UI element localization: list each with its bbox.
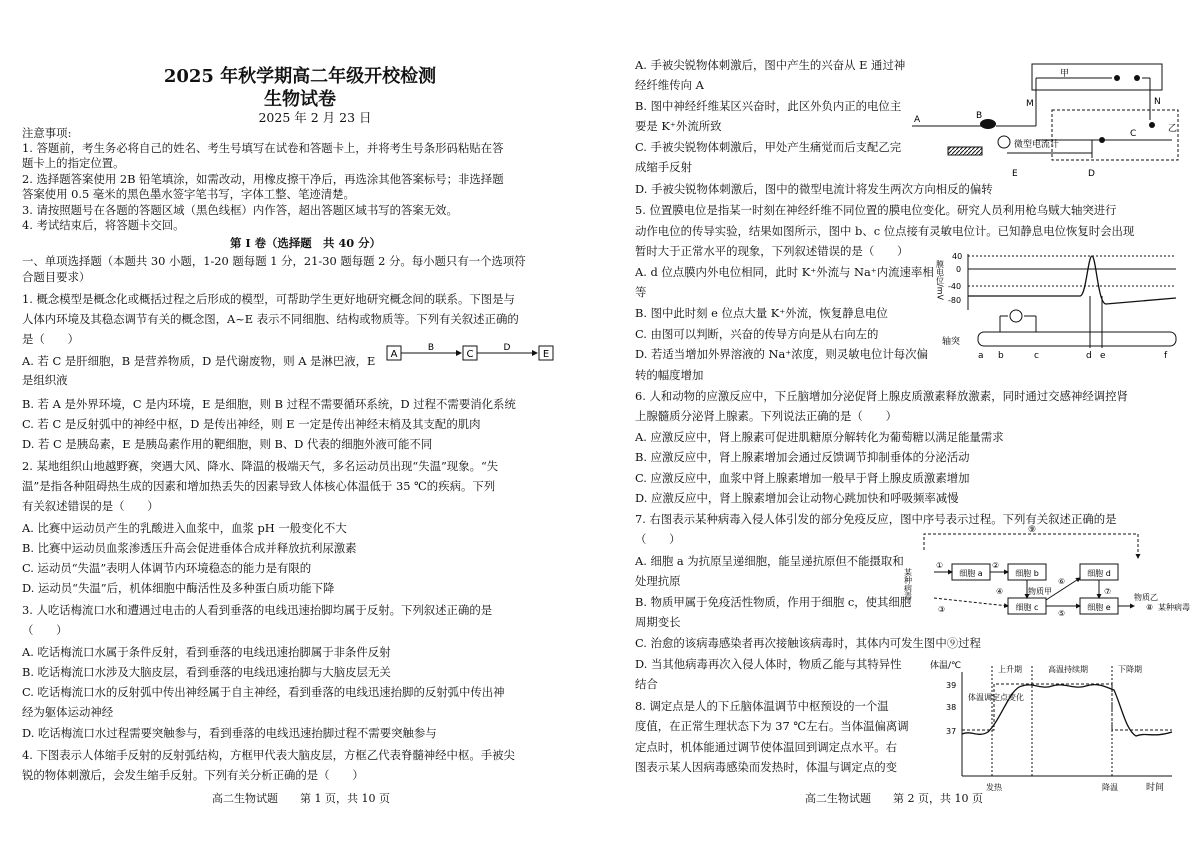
text-line: （ ） [22,623,68,637]
exam-date: 2025 年 2 月 23 日 [258,110,372,125]
cell-c-label: 细胞 c [1015,603,1039,612]
option-a: A. 吃话梅流口水属于条件反射，看到垂落的电线迅速抬脚属于非条件反射 [22,645,391,659]
y-axis-label: 膜电位/mV [935,260,945,300]
option-c: C. 运动员“失温”表明人体调节内环境稳态的能力是有限的 [22,561,312,575]
step-4: ④ [996,587,1004,596]
phase-plateau: 高温持续期 [1048,665,1088,674]
cell-a-label: 细胞 a [959,569,983,578]
x-axis-label: 时间 [1146,783,1165,793]
membrane-potential-figure [935,248,1180,361]
label-m: M [1026,99,1034,109]
y-tick: -80 [948,296,962,305]
text-line: 结合 [635,677,658,691]
text-line: 定点时，机体能通过调节使体温回到调定点水平。右 [635,740,897,754]
node-label: C [466,349,474,360]
text-line: 锐的物体刺激后，会发生缩手反射。下列有关分析正确的是（ ） [22,768,364,782]
option-b: B. 物质甲属于免疫活性物质，作用于细胞 c，使其细胞 [635,595,912,609]
step-8: ⑧ [1146,603,1154,612]
synapse-dot [1149,122,1155,128]
step-2: ② [992,561,1000,570]
label-e: E [1012,169,1018,179]
axon-shape [978,332,1176,346]
text-line: 上腺髓质分泌肾上腺素。下列说法正确的是（ ） [635,409,897,423]
pathway-9 [924,534,1138,558]
cell-b-label: 细胞 b [1015,569,1039,578]
event-cooling: 降温 [1102,783,1118,792]
option-c: C. 由图可以判断，兴奋的传导方向是从右向左的 [635,327,879,341]
text-line: 2. 选择题答案使用 2B 铅笔填涂，如需改动，用橡皮擦干净后，再选涂其他答案标号；非选择题 [22,172,504,186]
immune-response-diagram [903,525,1190,632]
reflex-arc-diagram [912,58,1180,186]
option-b: B. 图中此时刻 e 位点大量 K⁺外流，恢复静息电位 [635,306,888,320]
box-jia [1032,64,1162,90]
option-d: D. 吃话梅流口水过程需要突触参与，看到垂落的电线迅速抬脚过程不需要突触参与 [22,726,437,740]
label-yi: 乙 [1168,124,1178,134]
text-line: 周期变长 [635,615,681,629]
step-6: ⑥ [1058,577,1066,586]
option-d: D. 当其他病毒再次入侵人体时，物质乙能与其特异性 [635,657,902,671]
text-line: 经为躯体运动神经 [22,705,114,719]
point-e: e [1100,351,1106,361]
option-c: C. 手被尖锐物体刺激后，甲处产生痛觉而后支配乙完 [635,140,902,154]
virus-right-label: 某种病毒 [1158,603,1190,612]
text-line: 成缩手反射 [635,160,692,174]
option-a: A. 手被尖锐物体刺激后，图中产生的兴奋从 E 通过神 [635,58,906,72]
option-a: A. 比赛中运动员产生的乳酸进入血浆中，血浆 pH 一般变化不大 [22,521,347,535]
option-d: D. 手被尖锐物体刺激后，图中的微型电流计将发生两次方向相反的偏转 [635,182,993,196]
text-line: 答案使用 0.5 毫米的黑色墨水签字笔书写，字体工整、笔迹清楚。 [22,187,355,201]
y-tick: 40 [952,252,963,261]
text-line: 图表示某人因病毒感染而发热时，体温与调定点的变 [635,760,897,774]
option-b: B. 比赛中运动员血浆渗透压升高会促进垂体合成并释放抗利尿激素 [22,541,357,555]
arrow-label: D [503,343,511,353]
text-line: 1. 答题前，考生务必将自己的姓名、考生号填写在试卷和答题卡上，并将考生号条形码粘贴在答 [22,141,504,155]
option-a: A. 若 C 是肝细胞，B 是营养物质，D 是代谢废物，则 A 是淋巴液，E [22,354,376,368]
meter-label: 微型电流计 [1014,140,1060,150]
text-line: 注意事项: [22,126,72,140]
text-line: 3. 请按照题号在各题的答题区域（黑色线框）内作答，超出答题区域书写的答案无效。 [22,203,458,217]
y-axis-label: 体温/℃ [930,661,962,671]
option-c: C. 若 C 是反射弧中的神经中枢，D 是传出神经，则 E 一定是传出神经末梢及其支配的肌肉 [22,417,481,431]
synapse-dot [1134,75,1140,81]
text-line: （ ） [635,532,681,546]
point-f: f [1164,351,1168,361]
exam-subtitle: 生物试卷 [264,89,336,110]
text-line: 度值，在正常生理状态下为 37 ℃左右。当体温偏离调 [635,719,909,733]
node-label: A [390,349,398,360]
option-a: A. 应激反应中，肾上腺素可促进肌糖原分解转化为葡萄糖以满足能量需求 [635,430,1004,444]
substance-yi: 物质乙 [1134,593,1158,602]
text-line: 转的幅度增加 [635,368,704,382]
meter-icon [998,136,1010,148]
text-line: 合题目要求） [22,270,91,284]
set-point-line [962,684,1172,730]
text-line: 是（ ） [22,332,79,346]
text-line: 经纤维传向 A [635,78,704,92]
event-fever: 发热 [986,783,1002,792]
question-1: 1. 概念模型是概念化或概括过程之后形成的模型，可帮助学生更好地研究概念间的联系。下图是与 [22,292,515,306]
step-3: ③ [938,605,946,614]
node-label: E [542,349,550,360]
exam-title: 2025 年秋学期高二年级开校检测 [163,66,437,87]
text-line: 4. 考试结束后，将答题卡交回。 [22,218,185,232]
option-d: D. 运动员“失温”后，机体细胞中酶活性及多种蛋白质功能下降 [22,581,335,595]
text-line: 一、单项选择题（本题共 30 小题，1-20 题每题 1 分，21-30 题每题 2 分。每小题只有一个选项符 [22,254,526,268]
text-line: 动作电位的传导实验，结果如图所示，图中 b、c 位点接有灵敏电位计。已知静息电位恢复时会出现 [635,224,1135,238]
point-d: d [1086,351,1092,361]
y-tick: -40 [948,282,962,291]
cell-e-label: 细胞 e [1087,603,1111,612]
text-line: 题卡上的指定位置。 [22,156,125,170]
text-line: 要是 K⁺外流所致 [635,119,722,133]
muscle-e [948,147,982,155]
question-6: 6. 人和动物的应激反应中，下丘脑增加分泌促肾上腺皮质激素释放激素，同时通过交感神经调控肾 [635,389,1128,403]
option-c: C. 治愈的该病毒感染者再次接触该病毒时，其体内可发生图中⑨过程 [635,636,981,650]
option-a: A. 细胞 a 为抗原呈递细胞，能呈递抗原但不能摄取和 [635,554,904,568]
option-b: B. 应激反应中，肾上腺素增加会通过反馈调节抑制垂体的分泌活动 [635,450,970,464]
step-7: ⑦ [1104,587,1112,596]
question-7: 7. 右图表示某种病毒入侵人体引发的部分免疫反应，图中序号表示过程。下列有关叙述正确的是 [635,512,1117,526]
potential-curve [968,256,1176,304]
cell-d-label: 细胞 d [1087,569,1111,578]
concept-map-diagram [385,343,557,363]
phase-fall: 下降期 [1118,665,1142,674]
y-tick: 39 [946,681,957,690]
y-tick: 38 [946,703,957,712]
option-d: D. 应激反应中，肾上腺素增加会让动物心跳加快和呼吸频率减慢 [635,491,959,505]
option-b: B. 图中神经纤维某区兴奋时，此区外负内正的电位主 [635,99,902,113]
step-1: ① [936,561,944,570]
substance-jia: 物质甲 [1028,587,1052,596]
step-9: ⑨ [1028,525,1037,535]
section-heading: 第 Ⅰ 卷（选择题 共 40 分） [230,236,381,250]
page-footer: 高二生物试题 第 2 页，共 10 页 [805,792,983,805]
label-c: C [1130,129,1137,139]
ganglion-b [980,119,996,129]
label-jia: 甲 [1060,69,1070,79]
option-b: B. 吃话梅流口水涉及大脑皮层，看到垂落的电线迅速抬脚与大脑皮层无关 [22,665,391,679]
question-5: 5. 位置膜电位是指某一时刻在神经纤维不同位置的膜电位变化。研究人员利用枪乌贼大轴突进行 [635,203,1117,217]
label-b: B [976,111,983,121]
axon-label: 轴突 [942,337,961,347]
galvanometer-icon [1010,310,1022,322]
question-8: 8. 调定点是人的下丘脑体温调节中枢预设的一个温 [635,699,889,713]
point-c: c [1034,351,1039,361]
arrow-label: B [427,343,435,353]
question-4: 4. 下图表示人体缩手反射的反射弧结构，方框甲代表大脑皮层，方框乙代表脊髓神经中枢。手被尖 [22,748,515,762]
text-line: 人体内环境及其稳态调节有关的概念图，A~E 表示不同细胞、结构或物质等。下列有关叙述正确的 [22,312,519,326]
question-2: 2. 某地组织山地越野赛，突遇大风、降水、降温的极端天气，多名运动员出现“失温”现象。“失 [22,459,499,473]
label-a: A [914,115,921,125]
option-c: C. 吃话梅流口水的反射弧中传出神经属于自主神经，看到垂落的电线迅速抬脚的反射弧中传出神 [22,685,505,699]
page-footer: 高二生物试题 第 1 页，共 10 页 [212,792,390,805]
point-a: a [978,351,984,361]
option-d: D. 若 C 是胰岛素，E 是胰岛素作用的靶细胞，则 B、D 代表的细胞外液可能不同 [22,437,433,451]
y-tick: 0 [956,265,962,274]
option-c: C. 应激反应中，血浆中肾上腺素增加一般早于肾上腺皮质激素增加 [635,471,970,485]
option-b: B. 若 A 是外界环境，C 是内环境，E 是细胞，则 B 过程不需要循环系统，D 过程不需要消化系统 [22,397,516,411]
text-line: 有关叙述错误的是（ ） [22,499,159,513]
text-line: 处理抗原 [635,574,681,588]
annotation-setpoint: 体温调定点变化 [968,693,1024,702]
exam-page-2 [600,0,1200,847]
phase-rise: 上升期 [998,665,1022,674]
body-temperature-figure [922,658,1184,792]
virus-label: 某种病毒 [903,568,913,600]
option-d: D. 若适当增加外界溶液的 Na⁺浓度，则灵敏电位计每次偏 [635,347,928,361]
text-line: 是组织液 [22,373,68,387]
text-line: 等 [635,285,647,299]
synapse-dot [1114,75,1120,81]
question-3: 3. 人吃话梅流口水和遭遇过电击的人看到垂落的电线迅速抬脚均属于反射。下列叙述正确的是 [22,603,493,617]
option-a: A. d 位点膜内外电位相同，此时 K⁺外流与 Na⁺内流速率相 [635,265,934,279]
text-line: 暂时大于正常水平的现象，下列叙述错误的是（ ） [635,244,909,258]
label-n: N [1154,97,1161,107]
label-d: D [1088,169,1095,179]
step-5: ⑤ [1058,609,1066,618]
text-line: 温”是指各种阻碍热生成的因素和增加热丢失的因素导致人体核心体温低于 35 ℃的疾病。下列 [22,479,496,493]
point-b: b [998,351,1004,361]
y-tick: 37 [946,727,957,736]
